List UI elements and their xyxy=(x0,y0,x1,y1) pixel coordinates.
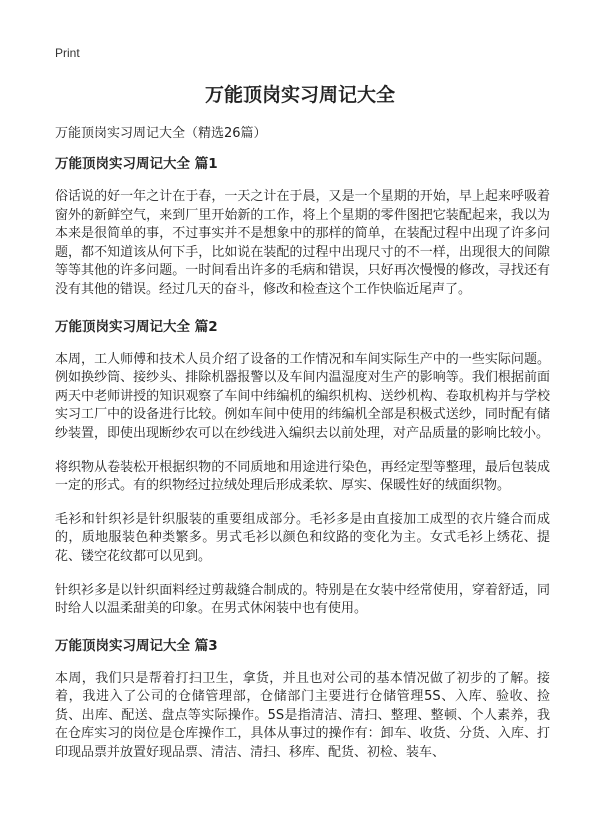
paragraph: 针织衫多是以针织面料经过剪裁缝合制成的。特别是在女装中经常使用，穿着舒适，同时给人以温柔甜美的印象。在男式休闲装中也有使用。 xyxy=(55,582,550,617)
paragraph: 俗话说的好一年之计在于春，一天之计在于晨，又是一个星期的开始，早上起来呼吸着窗外的新鲜空气，来到厂里开始新的工作，将上个星期的零件图把它装配起来，我以为本来是很简单的事，不过事实并不是想象中的那样的简单，在装配过程中出现了许多问题，都不知道该从何下手，比如说在装配的过程中出现尺寸的不一样，出现很大的间隙等等其他的许多问题。一时间看出许多的毛病和错误，只好再次慢慢的修改，寻找还有没有其他的错误。经过几天的奋斗，修改和检查这个工作快临近尾声了。 xyxy=(55,189,550,297)
document-subtitle: 万能顶岗实习周记大全（精选26篇） xyxy=(55,126,267,141)
paragraph: 毛衫和针织衫是针织服装的重要组成部分。毛衫多是由直接加工成型的衣片缝合而成的，质地服装色种类繁多。男式毛衫以颜色和纹路的变化为主。女式毛衫上绣花、提花、镂空花纹都可以见到。 xyxy=(55,511,550,564)
page-title: 万能顶岗实习周记大全 xyxy=(204,84,395,106)
section-heading: 万能顶岗实习周记大全 篇2 xyxy=(55,318,218,335)
section-1 xyxy=(55,152,550,300)
section-heading: 万能顶岗实习周记大全 篇3 xyxy=(55,637,218,654)
paragraph: 本周，我们只是帮着打扫卫生，拿货，并且也对公司的基本情况做了初步的了解。接着，我进入了公司的仓储管理部，仓储部门主要进行仓储管理5S、入库、验收、捡货、出库、配送、盘点等实际操作。5S是指清洁、清扫、整理、整顿、个人素养，我在仓库实习的岗位是仓库操作工，具体从事过的操作有：卸车、收货、分货、入库、打印现品票并放置好现品票、清洁、清扫、移库、配货、初检、装车、 xyxy=(55,670,550,761)
paragraph: 将织物从卷装松开根据织物的不同质地和用途进行染色，再经定型等整理，最后包装成一定的形式。有的织物经过拉绒处理后形成柔软、厚实、保暖性好的绒面织物。 xyxy=(55,459,550,494)
paragraph: 本周，工人师傅和技术人员介绍了设备的工作情况和车间实际生产中的一些实际问题。例如换纱筒、接纱头、排除机器报警以及车间内温湿度对生产的影响等。我们根据前面两天中老师讲授的知识观察了车间中纬编机的编织机构、送纱机构、卷取机构并与学校实习工厂中的设备进行比较。例如车间中使用的纬编机全部是积极式送纱，同时配有储纱装置，即使出现断纱农可以在纱线进入编织去以前处理，对产品质量的影响比较小。 xyxy=(55,351,550,441)
section-heading: 万能顶岗实习周记大全 篇1 xyxy=(55,156,218,172)
document-content xyxy=(55,146,550,778)
print-link[interactable]: Print xyxy=(55,46,80,60)
section-3 xyxy=(55,634,550,763)
section-2 xyxy=(55,315,550,619)
